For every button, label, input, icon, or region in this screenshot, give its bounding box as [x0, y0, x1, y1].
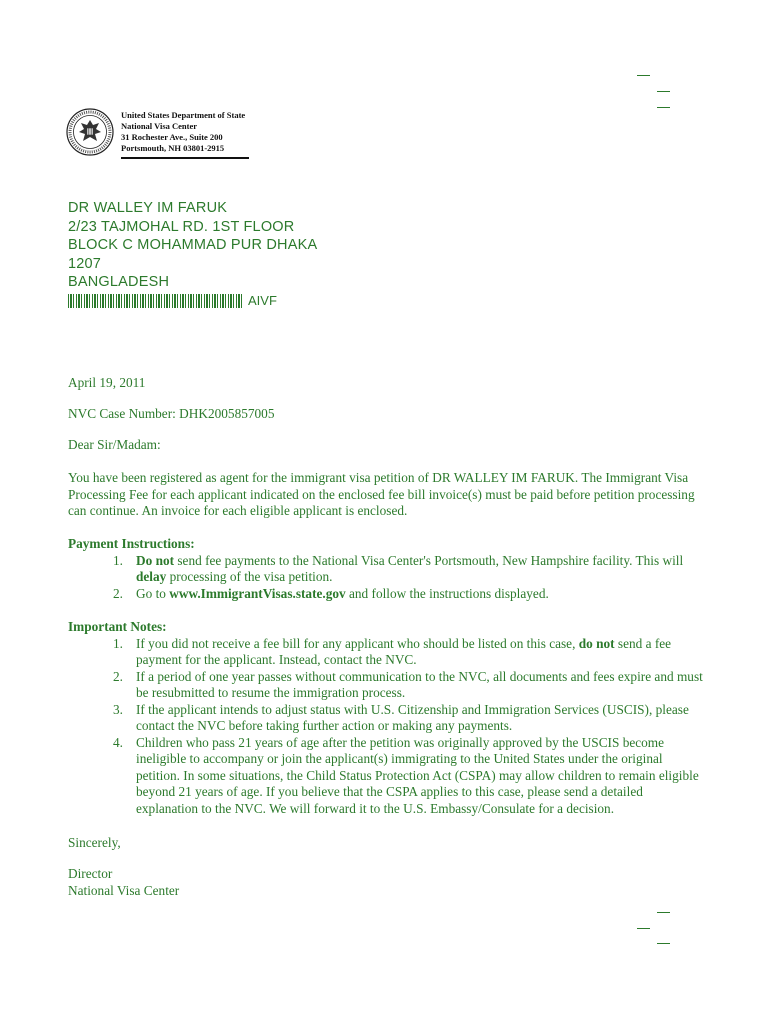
signature-org: National Visa Center — [68, 882, 180, 898]
signature-block — [68, 866, 708, 899]
signature-title: Director — [68, 866, 113, 881]
letterhead-department: United States Department of State — [121, 110, 246, 120]
recipient-name: DR WALLEY IM FARUK — [68, 200, 228, 216]
letterhead-rule — [121, 157, 249, 159]
state-department-seal-icon — [66, 108, 114, 156]
recipient-postal: 1207 — [68, 255, 102, 272]
recipient-street: 2/23 TAJMOHAL RD. 1ST FLOOR — [68, 218, 295, 235]
letter-date: April 19, 2011 — [68, 375, 146, 390]
case-number-value: DHK2005857005 — [179, 406, 275, 421]
case-number-label: NVC Case Number: — [68, 406, 180, 421]
corner-mark — [657, 107, 670, 108]
payment-item-2: 2. Go to www.ImmigrantVisas.state.gov and follow the instructions displayed. — [113, 585, 549, 601]
corner-mark — [657, 91, 670, 92]
closing: Sincerely, — [68, 835, 121, 850]
barcode-code: AIVF — [248, 293, 277, 308]
corner-mark — [637, 928, 650, 929]
letterhead — [121, 110, 245, 154]
corner-mark — [637, 75, 650, 76]
note-item-4: 4. Children who pass 21 years of age after the petition was originally approved by the USCIS become ineligible to accompany or join the applicant(s) immigrating to the United States under the original petition. In some situations, the Child Status Protection Act (CSPA) may allow children to remain eligible beyond 21 years of age. If you believe that the CSPA applies to this case, please send a detailed explanation to the NVC. We will forward it to the U.S. Embassy/Consulate for a decision. — [113, 734, 699, 816]
letterhead-city: Portsmouth, NH 03801-2915 — [121, 143, 225, 153]
case-number — [68, 406, 708, 423]
barcode-image — [68, 294, 242, 308]
payment-instructions — [68, 536, 708, 602]
salutation: Dear Sir/Madam: — [68, 437, 161, 452]
note-item-2: 2. If a period of one year passes without communication to the NVC, all documents and fees expire and must be resubmitted to resume the immigration process. — [113, 668, 703, 700]
corner-mark — [657, 912, 670, 913]
notes-heading: Important Notes: — [68, 619, 167, 634]
intro-paragraph: You have been registered as agent for the immigrant visa petition of DR WALLEY IM FARUK. The Immigrant Visa Processing Fee for each applicant indicated on the enclosed fee bill invoice(s) must be paid before petition processing can continue. An invoice for each eligible applicant is enclosed. — [68, 470, 695, 518]
website-link[interactable]: www.ImmigrantVisas.state.gov — [169, 585, 346, 601]
note-item-1: 1. If you did not receive a fee bill for any applicant who should be listed on this case, do not send a fee payment for the applicant. Instead, contact the NVC. — [113, 635, 672, 667]
recipient-country: BANGLADESH — [68, 274, 170, 290]
payment-item-1: 1. Do not send fee payments to the National Visa Center's Portsmouth, New Hampshire facility. This will delay processing of the visa petition. — [113, 552, 684, 584]
barcode-row — [68, 294, 277, 308]
letterhead-street: 31 Rochester Ave., Suite 200 — [121, 132, 223, 142]
important-notes — [68, 619, 708, 817]
payment-heading: Payment Instructions: — [68, 536, 195, 551]
recipient-block: BLOCK C MOHAMMAD PUR DHAKA — [68, 237, 318, 253]
corner-mark — [657, 943, 670, 944]
letterhead-center: National Visa Center — [121, 121, 198, 131]
recipient-address — [68, 199, 317, 292]
note-item-3: 3. If the applicant intends to adjust status with U.S. Citizenship and Immigration Services (USCIS), please contact the NVC before taking further action or making any payments. — [113, 701, 689, 733]
